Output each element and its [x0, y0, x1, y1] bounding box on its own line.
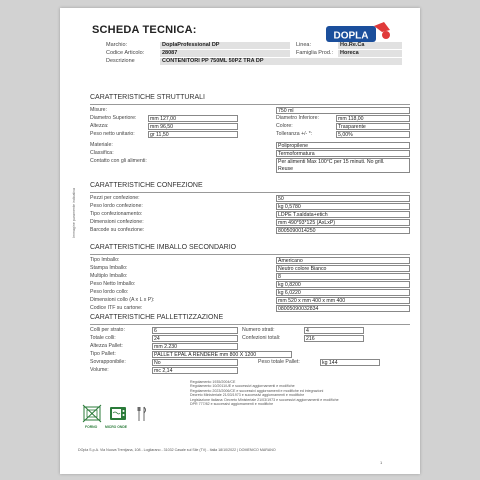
tipo-conf-label: Tipo confezionamento: — [90, 211, 143, 217]
header-block — [106, 42, 406, 74]
multiplo-value: 8 — [276, 273, 410, 280]
classifica-label: Classifica: — [90, 150, 114, 156]
peso-lordo-collo-label: Peso lordo collo: — [90, 289, 129, 295]
row-pezzi — [90, 195, 410, 202]
peso-netto-imballo-label: Peso Netto Imballo: — [90, 281, 136, 287]
row-volume — [90, 367, 410, 374]
row-altezza-pallet — [90, 343, 410, 350]
row-contatto — [90, 158, 410, 173]
contatto-value-2: Reuse — [278, 165, 293, 172]
page-number: 1 — [380, 460, 383, 465]
document-page — [60, 8, 420, 474]
peso-value: gr 11,50 — [148, 131, 238, 138]
materiale-label: Materiale: — [90, 142, 113, 148]
row-peso-netto-imballo — [90, 281, 410, 288]
peso-lordo-conf-value: kg 0,5780 — [276, 203, 410, 210]
section-imballo-title: CARATTERISTICHE IMBALLO SECONDARIO — [90, 244, 237, 251]
legal-line: Regolamento 2023/2006/CE e successivi aggiornamenti e modifiche ed integrazioni — [190, 388, 324, 393]
row-classifica — [90, 150, 410, 157]
tipo-conf-value: LDPE T.saldata+etich — [276, 211, 410, 218]
peso-tot-label: Peso totale Pallet: — [258, 359, 300, 365]
oven-label: FORNO — [85, 425, 98, 429]
peso-lordo-collo-value: kg 6,0220 — [276, 289, 410, 296]
totale-colli-value: 24 — [152, 335, 238, 342]
row-materiale — [90, 142, 410, 149]
page-title: SCHEDA TECNICA: — [92, 24, 197, 36]
misure-label: Misure: — [90, 107, 108, 113]
altezza-pallet-value: mm 2.230 — [152, 343, 238, 350]
row-barcode — [90, 227, 410, 234]
row-totali — [90, 335, 410, 342]
sovrapp-value: No — [152, 359, 238, 366]
famiglia-label: Famiglia Prod.: — [296, 50, 333, 56]
row-colli-strati — [90, 327, 410, 334]
row-tipo-pallet — [90, 351, 410, 358]
descrizione-label: Descrizione — [106, 58, 135, 64]
row-peso-lordo-collo — [90, 289, 410, 296]
peso-tot-value: kg 144 — [320, 359, 380, 366]
peso-label: Peso netto unitario: — [90, 131, 135, 137]
itf-value: 08005090032834 — [276, 305, 410, 312]
section-rule — [90, 192, 410, 193]
altezza-label: Altezza: — [90, 123, 109, 129]
row-diametri — [90, 115, 410, 122]
dimensioni-collo-label: Dimensioni collo (A x L x P): — [90, 297, 155, 303]
legal-line: Decreto Ministeriale 21/03/1973 e successivi aggiornamenti e modifiche — [190, 393, 305, 398]
colli-strato-label: Colli per strato: — [90, 327, 125, 333]
colli-strato-value: 6 — [152, 327, 238, 334]
row-tipo-conf — [90, 211, 410, 218]
tipo-pallet-label: Tipo Pallet: — [90, 351, 116, 357]
linea-label: Linea: — [296, 42, 311, 48]
tipo-imballo-label: Tipo Imballo: — [90, 257, 120, 263]
contatto-label: Contatto con gli alimenti: — [90, 158, 147, 164]
microwave-icon — [108, 404, 128, 424]
classifica-value: Termoformatura — [276, 150, 410, 157]
contatto-box — [276, 158, 410, 173]
sovrapp-label: Sovrapponibile: — [90, 359, 126, 365]
tipo-imballo-value: Americano — [276, 257, 410, 264]
altezza-value: mm 96,50 — [148, 123, 238, 130]
diam-inf-value: mm 118,00 — [336, 115, 410, 122]
diam-sup-value: mm 127,00 — [148, 115, 238, 122]
vertical-note: Immagine puramente indicativa — [72, 188, 76, 238]
multiplo-label: Multiplo Imballo: — [90, 273, 128, 279]
famiglia-value: Horeca — [338, 50, 402, 57]
row-stampa — [90, 265, 410, 272]
totale-colli-label: Totale colli: — [90, 335, 116, 341]
stampa-value: Neutro colore Bianco — [276, 265, 410, 272]
row-dimensioni-conf — [90, 219, 410, 226]
altezza-pallet-label: Altezza Pallet: — [90, 343, 123, 349]
legal-notes — [190, 380, 339, 406]
legal-line: Regolamento 1935/2004/CE — [190, 380, 236, 384]
conf-totali-value: 216 — [304, 335, 364, 342]
volume-value: mc 2,14 — [152, 367, 238, 374]
legal-line: Legislazione italiana: Decreto Ministeriale 21/03/1973 e successivi aggiornamenti e modifiche — [190, 397, 339, 402]
tolleranza-value: 5,00% — [336, 131, 410, 138]
strati-value: 4 — [304, 327, 364, 334]
row-multiplo — [90, 273, 410, 280]
conf-totali-label: Confezioni totali: — [242, 335, 281, 341]
legal-line: DPR 777/82 e successivi aggiornamenti e modifiche — [190, 402, 274, 407]
section-strutturali-title: CARATTERISTICHE STRUTTURALI — [90, 94, 205, 101]
section-rule — [90, 104, 410, 105]
section-rule — [90, 324, 410, 325]
codice-label: Codice Articolo: — [106, 50, 145, 56]
colore-label: Colore: — [276, 123, 293, 129]
vertical-note-wrap — [72, 168, 78, 248]
logo-text: DOPLA — [333, 30, 369, 42]
section-confezione-title: CARATTERISTICHE CONFEZIONE — [90, 182, 203, 189]
strati-label: Numero strati: — [242, 327, 275, 333]
contatto-value: Per alimenti Max 100°C per 15 minuti. No grill. — [278, 159, 385, 165]
barcode-value: 8005090014250 — [276, 227, 410, 234]
itf-label: Codice ITF su cartone: — [90, 305, 143, 311]
microwave-label: MICRO ONDE — [105, 425, 128, 429]
row-peso — [90, 131, 410, 138]
marchio-value: DoplaProfessional DP — [160, 42, 290, 49]
row-sovrapp — [90, 359, 410, 366]
materiale-value: Polipropilene — [276, 142, 410, 149]
dimensioni-conf-value: mm 490*93*125 (AxLxP) — [276, 219, 410, 226]
legal-line: Regolamento 10/2011/UE e successivi aggiornamenti e modifiche — [190, 384, 295, 389]
marchio-label: Marchio: — [106, 42, 128, 48]
row-tipo-imballo — [90, 257, 410, 264]
volume-label: Volume: — [90, 367, 109, 373]
oven-icon — [82, 404, 102, 424]
row-altezza — [90, 123, 410, 130]
tolleranza-label: Tolleranza +/- *: — [276, 131, 313, 137]
linea-value: Ho.Re.Ca — [338, 42, 402, 49]
section-pallet-title: CARATTERISTICHE PALLETTIZZAZIONE — [90, 314, 224, 321]
row-itf — [90, 305, 410, 312]
codice-value: 28087 — [160, 50, 290, 57]
diam-sup-label: Diametro Superiore: — [90, 115, 137, 121]
misure-value: 750 ml — [276, 107, 410, 114]
dimensioni-collo-value: mm 520 x mm 400 x mm 400 — [276, 297, 410, 304]
row-dimensioni-collo — [90, 297, 410, 304]
footer: DOpla S.p.A. Via Nuova Trentjana, 108 - Logliarano - 31032 Casale sul Sile (TV) - Italia 18/10/2022 | DOMENICO MARANO — [78, 448, 276, 452]
section-rule — [90, 254, 410, 255]
row-misure — [90, 107, 410, 114]
dimensioni-conf-label: Dimensioni confezione: — [90, 219, 144, 225]
colore-value: Trasparente — [336, 123, 410, 130]
row-peso-lordo-conf — [90, 203, 410, 210]
peso-lordo-conf-label: Peso lordo confezione: — [90, 203, 143, 209]
diam-inf-label: Diametro Inferiore: — [276, 115, 319, 121]
stampa-label: Stampa Imballo: — [90, 265, 128, 271]
pezzi-value: 50 — [276, 195, 410, 202]
food-contact-icon — [134, 404, 154, 424]
peso-netto-imballo-value: kg 0,8200 — [276, 281, 410, 288]
barcode-label: Barcode su confezione: — [90, 227, 145, 233]
tipo-pallet-value: PALLET EPAL A RENDERE mm 800 X 1200 — [152, 351, 292, 358]
descrizione-value: CONTENITORI PP 750ML 50PZ TRA DP — [160, 58, 402, 65]
pezzi-label: Pezzi per confezione: — [90, 195, 140, 201]
